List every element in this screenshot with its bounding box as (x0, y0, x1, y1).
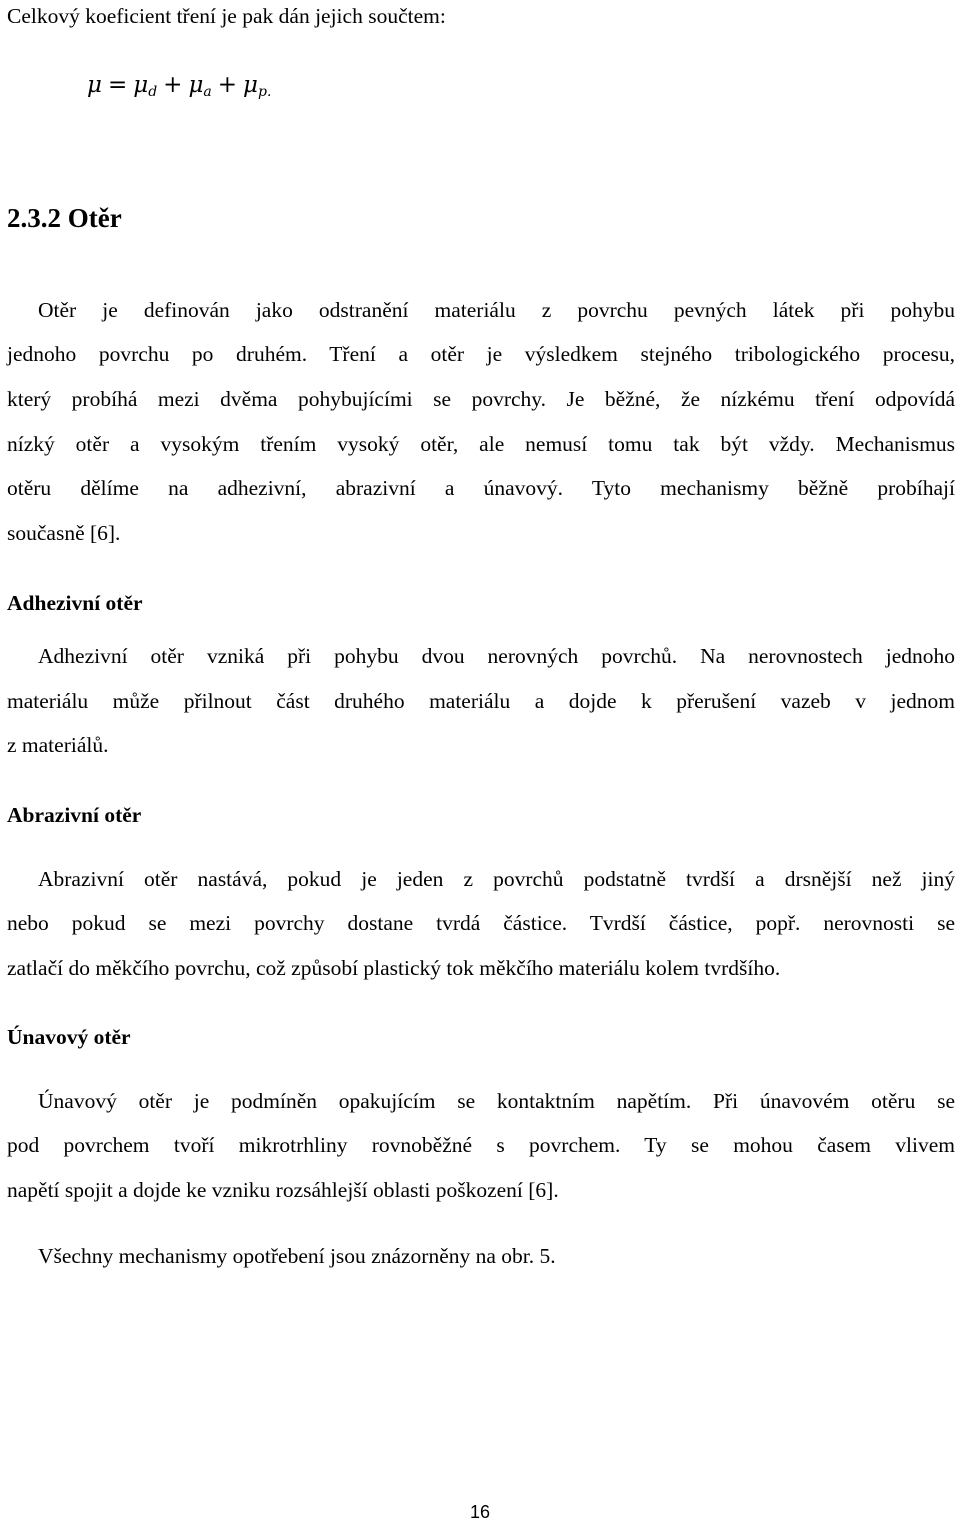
paragraph-line: otěru dělíme na adhezivní, abrazivní a únavový. Tyto mechanismy běžně probíhají (7, 476, 955, 500)
formula-mu: μ (87, 72, 102, 98)
formula-mu-d: $\mu_d$ (133, 72, 158, 100)
friction-formula (87, 70, 271, 107)
paragraph-line: Únavový otěr je podmíněn opakujícím se kontaktním napětím. Při únavovém otěru se (38, 1089, 955, 1113)
formula-plus: + (217, 72, 238, 98)
paragraph-line: Abrazivní otěr nastává, pokud je jeden z povrchů podstatně tvrdší a drsnější než jiný (38, 867, 955, 891)
subheading-abrasive: Abrazivní otěr (7, 803, 142, 827)
section-title: 2.3.2 Otěr (7, 203, 122, 233)
paragraph-line: zatlačí do měkčího povrchu, což způsobí plastický tok měkčího materiálu kolem tvrdšího. (7, 956, 781, 980)
paragraph-line: současně [6]. (7, 521, 121, 545)
paragraph-line: z materiálů. (7, 733, 109, 757)
formula-mu-a: $\mu_a$ (188, 72, 212, 100)
paragraph-line: Adhezivní otěr vzniká při pohybu dvou nerovných povrchů. Na nerovnostech jednoho (38, 644, 955, 668)
paragraph-line: který probíhá mezi dvěma pohybujícími se povrchy. Je běžné, že nízkému tření odpovídá (7, 387, 955, 411)
formula-equals: = (107, 72, 128, 98)
page-number: 16 (469, 1502, 491, 1522)
closing-text: Všechny mechanismy opotřebení jsou znázorněny na obr. 5. (38, 1244, 556, 1268)
formula-mu-p: $\mu_{p.}$ (243, 72, 272, 100)
paragraph-line: nízký otěr a vysokým třením vysoký otěr, ale nemusí tomu tak být vždy. Mechanismus (7, 432, 955, 456)
paragraph-line: materiálu může přilnout část druhého materiálu a dojde k přerušení vazeb v jednom (7, 689, 955, 713)
formula-plus: + (163, 72, 183, 98)
subheading-fatigue: Únavový otěr (7, 1025, 131, 1049)
paragraph-line: Otěr je definován jako odstranění materiálu z povrchu pevných látek při pohybu (38, 298, 955, 322)
paragraph-line: jednoho povrchu po druhém. Tření a otěr je výsledkem stejného tribologického procesu, (7, 342, 955, 366)
paragraph-line: nebo pokud se mezi povrchy dostane tvrdá částice. Tvrdší částice, popř. nerovnosti se (7, 911, 955, 935)
intro-text: Celkový koeficient tření je pak dán jejich součtem: (7, 4, 446, 28)
paragraph-line: pod povrchem tvoří mikrotrhliny rovnoběžné s povrchem. Ty se mohou časem vlivem (7, 1133, 955, 1157)
subheading-adhesive: Adhezivní otěr (7, 591, 143, 615)
paragraph-line: napětí spojit a dojde ke vzniku rozsáhlejší oblasti poškození [6]. (7, 1178, 559, 1202)
